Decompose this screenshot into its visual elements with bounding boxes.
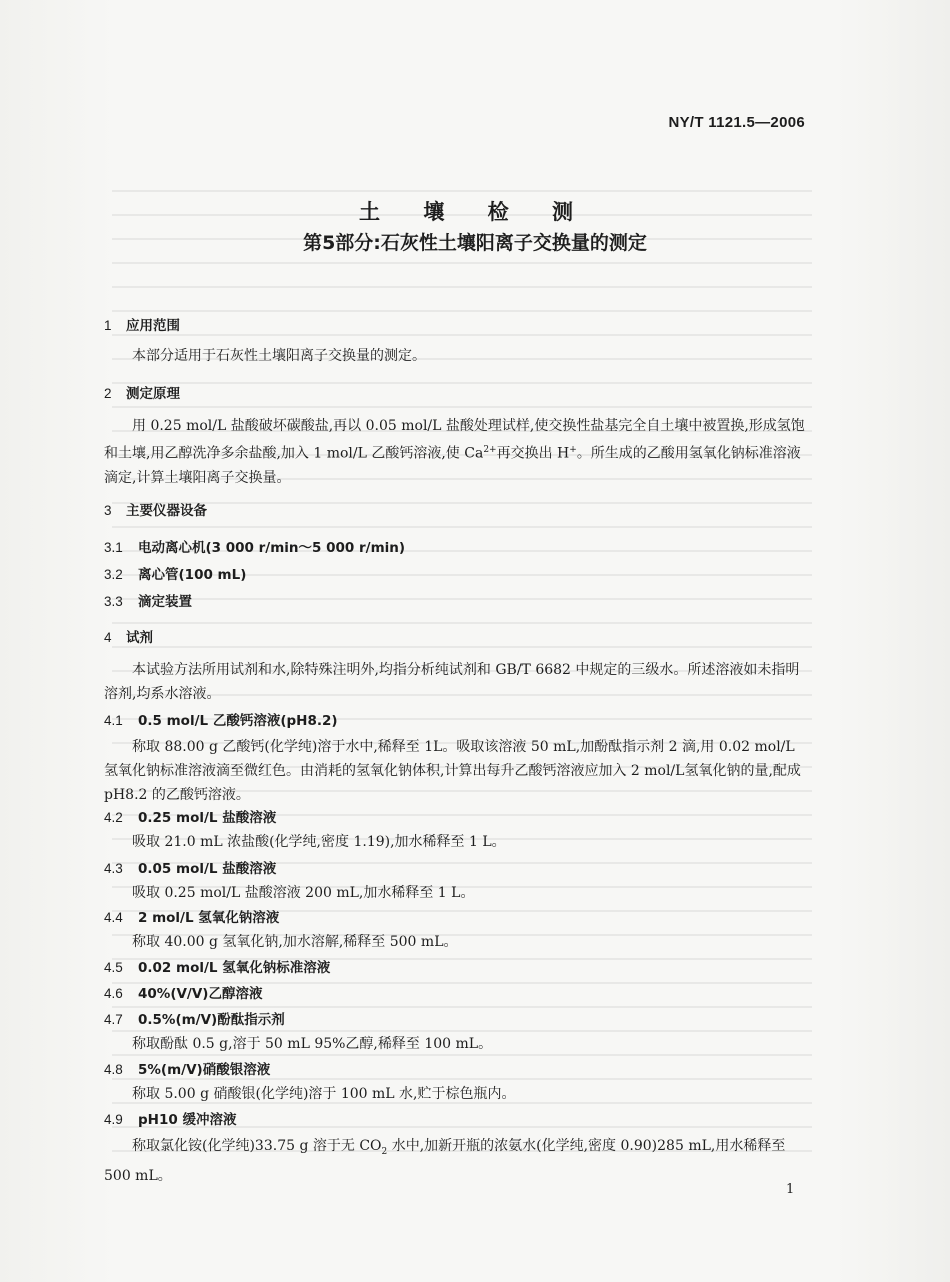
subsection-4-6: 4.6 40%(V/V)乙醇溶液 [104, 986, 263, 1002]
calcium-charge: 2+ [483, 445, 497, 455]
section-number: 1 [104, 318, 112, 333]
subsection-3-3: 3.3 滴定装置 [104, 594, 192, 610]
principle-text-c: 。所生成的乙酸用氢氧化钠标准溶液滴定,计算土壤阳离子交换量。 [104, 445, 801, 486]
section-number: 2 [104, 386, 112, 401]
section-title: 主要仪器设备 [126, 503, 207, 519]
standard-code: NY/T 1121.5—2006 [668, 114, 805, 131]
principle-text-b: 再交换出 H [496, 445, 570, 462]
subsection-4-8: 4.8 5%(m/V)硝酸银溶液 [104, 1062, 271, 1078]
principle-text-a: 用 0.25 mol/L 盐酸破坏碳酸盐,再以 0.05 mol/L 盐酸处理试样,使交换性盐基完全自土壤中被置换,形成氢饱和土壤,用乙醇洗净多余盐酸,加入 1 mol/L 乙酸钙溶液,使 Ca [104, 418, 805, 462]
section-heading-2 [104, 382, 804, 406]
subsection-4-7: 4.7 0.5%(m/V)酚酞指示剂 [104, 1012, 285, 1028]
subsection-4-8-text: 称取 5.00 g 硝酸银(化学纯)溶于 100 mL 水,贮于棕色瓶内。 [132, 1086, 516, 1102]
section-title: 应用范围 [126, 318, 180, 334]
section-1-text: 本部分适用于石灰性土壤阳离子交换量的测定。 [132, 348, 426, 364]
co2-subscript: 2 [381, 1146, 388, 1157]
section-heading-1 [104, 314, 804, 338]
section-title: 测定原理 [126, 386, 180, 402]
subsection-3-2: 3.2 离心管(100 mL) [104, 567, 247, 583]
subsection-4-9: 4.9 pH10 缓冲溶液 [104, 1112, 237, 1128]
section-4-intro: 本试验方法所用试剂和水,除特殊注明外,均指分析纯试剂和 GB/T 6682 中规定的三级水。所述溶液如未指明溶剂,均系水溶液。 [104, 662, 800, 702]
subsection-4-2-text: 吸取 21.0 mL 浓盐酸(化学纯,密度 1.19),加水稀释至 1 L。 [132, 834, 506, 850]
subsection-4-7-text: 称取酚酞 0.5 g,溶于 50 mL 95%乙醇,稀释至 100 mL。 [132, 1036, 493, 1052]
subsection-4-5: 4.5 0.02 mol/L 氢氧化钠标准溶液 [104, 960, 331, 976]
hydrogen-charge: + [569, 445, 577, 455]
subsection-4-3-text: 吸取 0.25 mol/L 盐酸溶液 200 mL,加水稀释至 1 L。 [132, 885, 475, 901]
subsection-4-4-text: 称取 40.00 g 氢氧化钠,加水溶解,稀释至 500 mL。 [132, 934, 458, 950]
section-title: 试剂 [126, 630, 153, 646]
subsection-4-9-text: 称取氯化铵(化学纯)33.75 g 溶于无 $CO_2$ 水中,加新开瓶的浓氨水(化学纯,密度 0.90)285 mL,用水稀释至 500 mL。 [104, 1138, 786, 1184]
document-title: 土 壤 检 测 [359, 200, 591, 224]
subsection-4-3: 4.3 0.05 mol/L 盐酸溶液 [104, 861, 277, 877]
subsection-4-1-text: 称取 88.00 g 乙酸钙(化学纯)溶于水中,稀释至 1L。吸取该溶液 50 mL,加酚酞指示剂 2 滴,用 0.02 mol/L 氢氧化钠标准溶液滴至微红色。由消耗的氢氧化钠体积,计算出每升乙酸钙溶液应加入 2 mol/L氢氧化钠的量,配成 pH8.2 的乙酸钙溶液。 [104, 739, 801, 803]
section-number: 4 [104, 630, 112, 645]
document-subtitle: 第5部分:石灰性土壤阳离子交换量的测定 [303, 232, 647, 254]
section-number: 3 [104, 503, 112, 518]
section-heading-3 [104, 499, 804, 523]
subsection-4-2: 4.2 0.25 mol/L 盐酸溶液 [104, 810, 277, 826]
section-heading-4 [104, 626, 804, 650]
subsection-4-1: 4.1 0.5 mol/L 乙酸钙溶液(pH8.2) [104, 713, 338, 729]
subsection-4-4: 4.4 2 mol/L 氢氧化钠溶液 [104, 910, 280, 926]
page-number: 1 [786, 1182, 795, 1197]
subsection-3-1: 3.1 电动离心机(3 000 r/min～5 000 r/min) [104, 540, 406, 556]
section-2-text [104, 414, 806, 490]
